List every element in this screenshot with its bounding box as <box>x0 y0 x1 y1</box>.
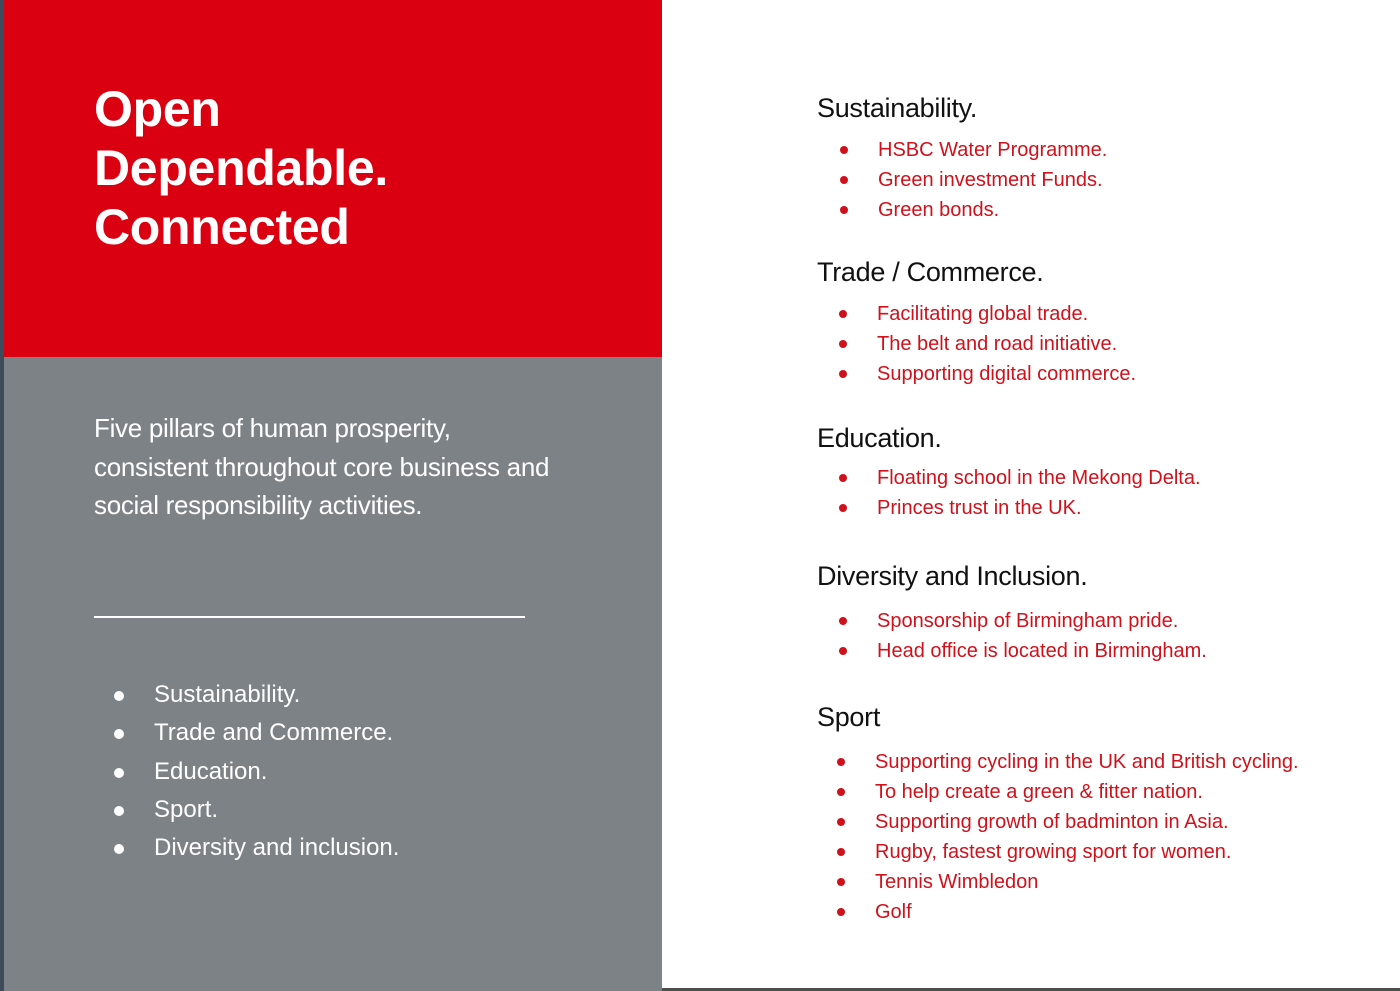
pillar-label: Education. <box>154 757 268 785</box>
section-diversity <box>817 560 1207 662</box>
headline-line-2: Dependable. <box>94 140 388 196</box>
section-title: Trade / Commerce. <box>817 257 1044 287</box>
headline <box>94 80 388 257</box>
section-trade <box>817 256 1137 385</box>
bullet-icon <box>837 848 845 856</box>
pillar-label: Sport. <box>154 795 219 823</box>
bullet-icon <box>840 206 848 214</box>
item-text: Green investment Funds. <box>878 169 1103 191</box>
section-title: Sustainability. <box>817 93 978 123</box>
bullet-icon <box>114 691 124 701</box>
divider <box>94 616 525 618</box>
bullet-icon <box>837 818 845 826</box>
item-text: Tennis Wimbledon <box>875 871 1039 893</box>
section-education <box>817 422 1201 519</box>
bullet-icon <box>114 768 124 778</box>
bullet-icon <box>839 504 847 512</box>
bullet-icon <box>837 878 845 886</box>
section-title: Sport <box>817 702 881 732</box>
intro-text: Five pillars of human prosperity, consistent throughout core business and social responsibility activities. <box>94 413 550 520</box>
bullet-icon <box>837 758 845 766</box>
item-text: Head office is located in Birmingham. <box>877 640 1207 662</box>
pillar-label: Sustainability. <box>154 681 301 708</box>
pillars-panel <box>4 357 662 991</box>
section-sport <box>817 701 1299 923</box>
item-text: Rugby, fastest growing sport for women. <box>875 841 1232 863</box>
bullet-icon <box>840 146 848 154</box>
bullet-icon <box>839 617 847 625</box>
bullet-icon <box>114 729 124 739</box>
bullet-icon <box>837 788 845 796</box>
section-title: Diversity and Inclusion. <box>817 561 1088 591</box>
item-text: To help create a green & fitter nation. <box>875 781 1203 803</box>
pillar-label: Trade and Commerce. <box>154 719 394 747</box>
item-text: Golf <box>875 901 912 923</box>
bullet-icon <box>839 647 847 655</box>
headline-line-3: Connected <box>94 199 350 255</box>
item-text: HSBC Water Programme. <box>878 139 1108 161</box>
bullet-icon <box>839 370 847 378</box>
bullet-icon <box>837 908 845 916</box>
bullet-icon <box>840 176 848 184</box>
item-text: Supporting cycling in the UK and British cycling. <box>875 751 1299 773</box>
item-text: Floating school in the Mekong Delta. <box>877 467 1201 489</box>
bullet-icon <box>114 844 124 854</box>
pillar-label: Diversity and inclusion. <box>154 834 400 862</box>
bullet-icon <box>839 474 847 482</box>
item-text: Supporting growth of badminton in Asia. <box>875 811 1229 833</box>
bullet-icon <box>839 340 847 348</box>
item-text: Princes trust in the UK. <box>877 497 1082 519</box>
item-text: Facilitating global trade. <box>877 303 1089 325</box>
item-text: Green bonds. <box>878 199 1000 221</box>
headline-panel <box>4 0 662 357</box>
headline-line-1: Open <box>94 81 221 137</box>
bullet-icon <box>839 310 847 318</box>
section-title: Education. <box>817 423 942 453</box>
section-sustainability <box>817 92 1108 221</box>
item-text: Sponsorship of Birmingham pride. <box>877 610 1179 632</box>
item-text: Supporting digital commerce. <box>877 363 1137 385</box>
item-text: The belt and road initiative. <box>877 333 1118 355</box>
bullet-icon <box>114 806 124 816</box>
